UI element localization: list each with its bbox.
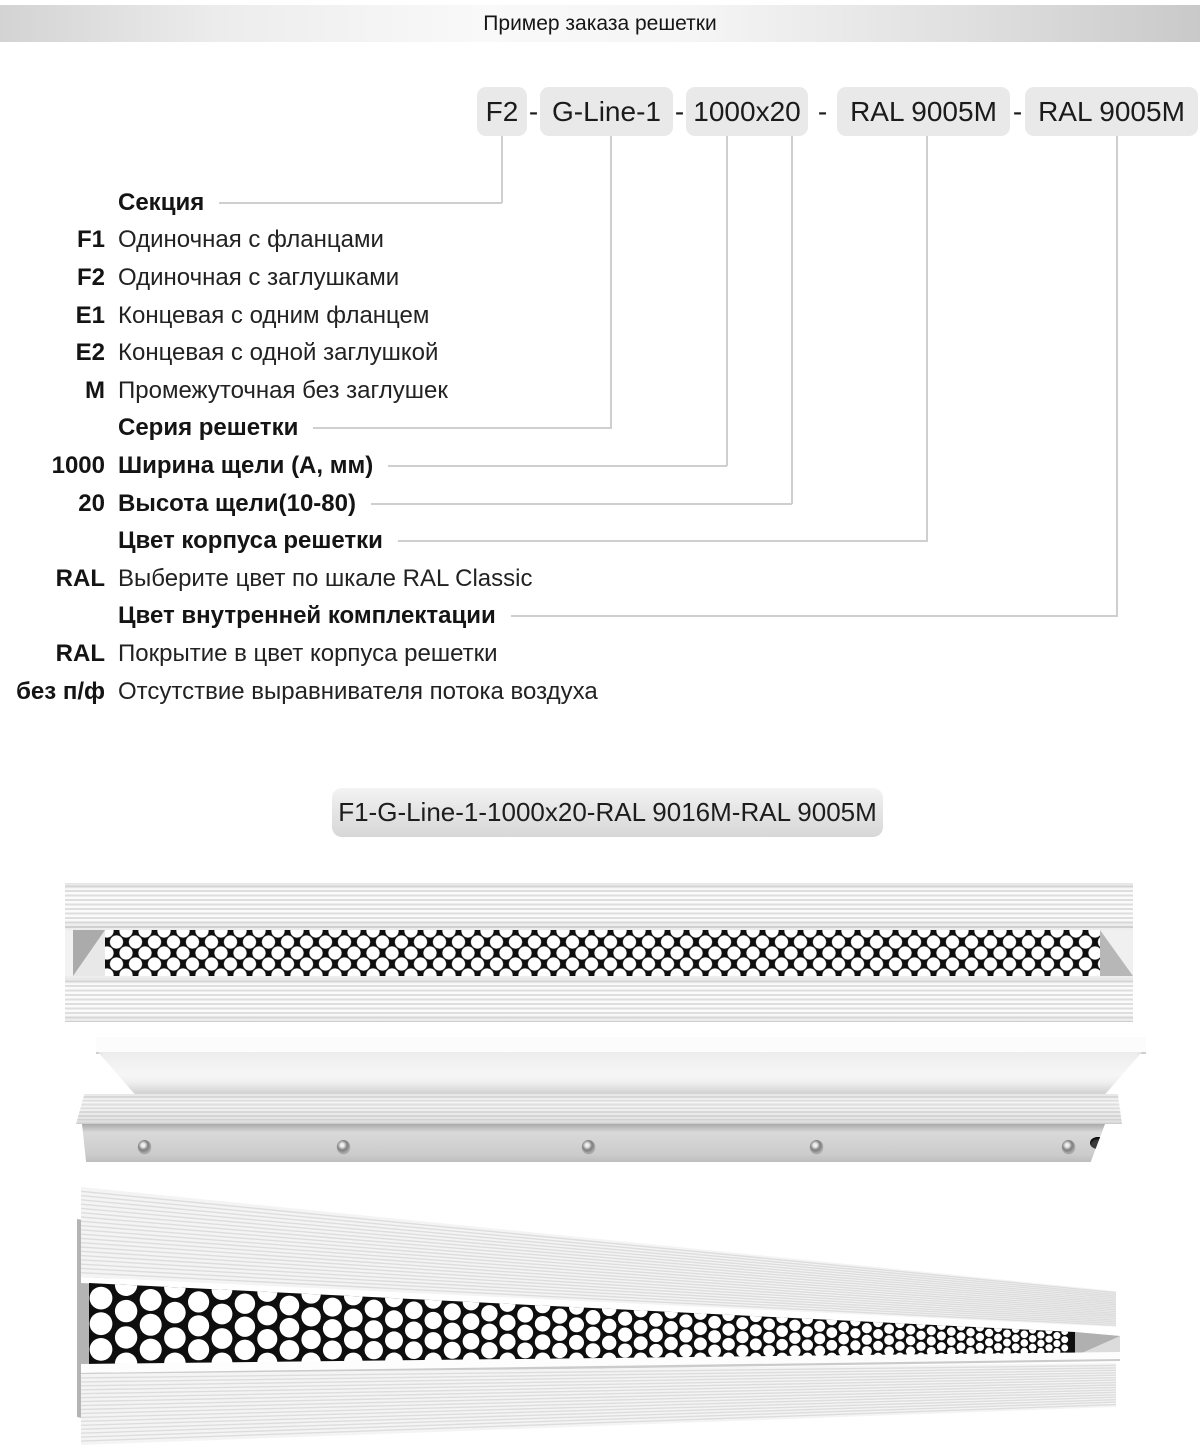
legend-text: Концевая с одним фланцем xyxy=(118,301,430,329)
legend-row xyxy=(0,560,1200,598)
legend-row xyxy=(0,259,1200,297)
grille-bottom-flange xyxy=(65,978,1133,1022)
code-separator: - xyxy=(817,95,828,127)
legend-text: Высота щели(10-80) xyxy=(118,489,356,517)
page-title: Пример заказа решетки xyxy=(0,5,1200,42)
code-segment-inner-color: RAL 9005M xyxy=(1025,87,1198,136)
leader-line xyxy=(219,202,502,204)
legend-row xyxy=(0,372,1200,410)
legend-text: Секция xyxy=(118,188,205,216)
grille-perspective-view-image xyxy=(63,1185,1138,1447)
grille-front-view-image xyxy=(65,883,1133,1022)
legend xyxy=(0,184,1200,710)
code-separator: - xyxy=(528,95,539,127)
legend-key: M xyxy=(85,376,105,404)
legend-key: 20 xyxy=(78,489,105,517)
legend-text: Концевая с одной заглушкой xyxy=(118,339,439,367)
legend-row xyxy=(0,673,1200,711)
code-segment-series: G-Line-1 xyxy=(540,87,673,136)
code-segment-body-color: RAL 9005M xyxy=(837,87,1010,136)
legend-text: Одиночная с фланцами xyxy=(118,226,384,254)
legend-key: E1 xyxy=(75,301,105,329)
legend-row-section xyxy=(0,184,1200,222)
legend-key: F1 xyxy=(76,226,105,254)
grille-top-flange xyxy=(65,883,1133,928)
legend-text: Отсутствие выравнивателя потока воздуха xyxy=(118,677,598,705)
legend-key: 1000 xyxy=(51,451,105,479)
legend-text: Ширина щели (А, мм) xyxy=(118,451,374,479)
grille-perforation xyxy=(105,930,1100,976)
screw-icon xyxy=(582,1140,595,1153)
code-segment-section: F2 xyxy=(477,87,527,136)
legend-text: Цвет внутренней комплектации xyxy=(118,602,496,630)
order-code xyxy=(477,87,1198,136)
grille-left-end-cap xyxy=(65,930,105,976)
grille-mounting-profile xyxy=(82,1124,1105,1162)
leader-line xyxy=(388,465,727,467)
legend-key: RAL xyxy=(55,564,105,592)
grille-right-end-cap xyxy=(1100,930,1133,976)
grille-perforated-strip xyxy=(65,928,1133,978)
legend-text: Цвет корпуса решетки xyxy=(118,527,383,555)
screw-icon xyxy=(337,1140,350,1153)
grille-channel-trough xyxy=(98,1052,1142,1094)
legend-row-slot-width xyxy=(0,447,1200,485)
legend-text: Одиночная с заглушками xyxy=(118,263,400,291)
side-hole-icon xyxy=(1090,1137,1106,1149)
legend-row xyxy=(0,297,1200,335)
code-separator: - xyxy=(674,95,685,127)
screw-icon xyxy=(810,1140,823,1153)
legend-row xyxy=(0,635,1200,673)
screw-icon xyxy=(1062,1140,1075,1153)
code-segment-size: 1000x20 xyxy=(686,87,808,136)
legend-text: Серия решетки xyxy=(118,414,299,442)
legend-text: Покрытие в цвет корпуса решетки xyxy=(118,639,498,667)
legend-key: без п/ф xyxy=(16,677,105,705)
grille-back-flange xyxy=(96,1037,1146,1054)
grille-front-flange xyxy=(76,1094,1122,1124)
legend-row xyxy=(0,222,1200,260)
screw-icon xyxy=(138,1140,151,1153)
leader-line xyxy=(511,615,1117,617)
leader-line xyxy=(398,540,927,542)
legend-row-series xyxy=(0,410,1200,448)
legend-row xyxy=(0,334,1200,372)
legend-key: E2 xyxy=(75,339,105,367)
legend-key: F2 xyxy=(76,263,105,291)
legend-key: RAL xyxy=(55,639,105,667)
legend-row-body-color xyxy=(0,522,1200,560)
legend-text: Промежуточная без заглушек xyxy=(118,376,448,404)
legend-row-inner-color xyxy=(0,598,1200,636)
leader-line xyxy=(313,427,611,429)
code-separator: - xyxy=(1012,95,1023,127)
example-order-code: F1-G-Line-1-1000x20-RAL 9016M-RAL 9005M xyxy=(332,787,883,837)
legend-row-slot-height xyxy=(0,485,1200,523)
leader-line xyxy=(371,503,792,505)
legend-text: Выберите цвет по шкале RAL Classic xyxy=(118,564,533,592)
